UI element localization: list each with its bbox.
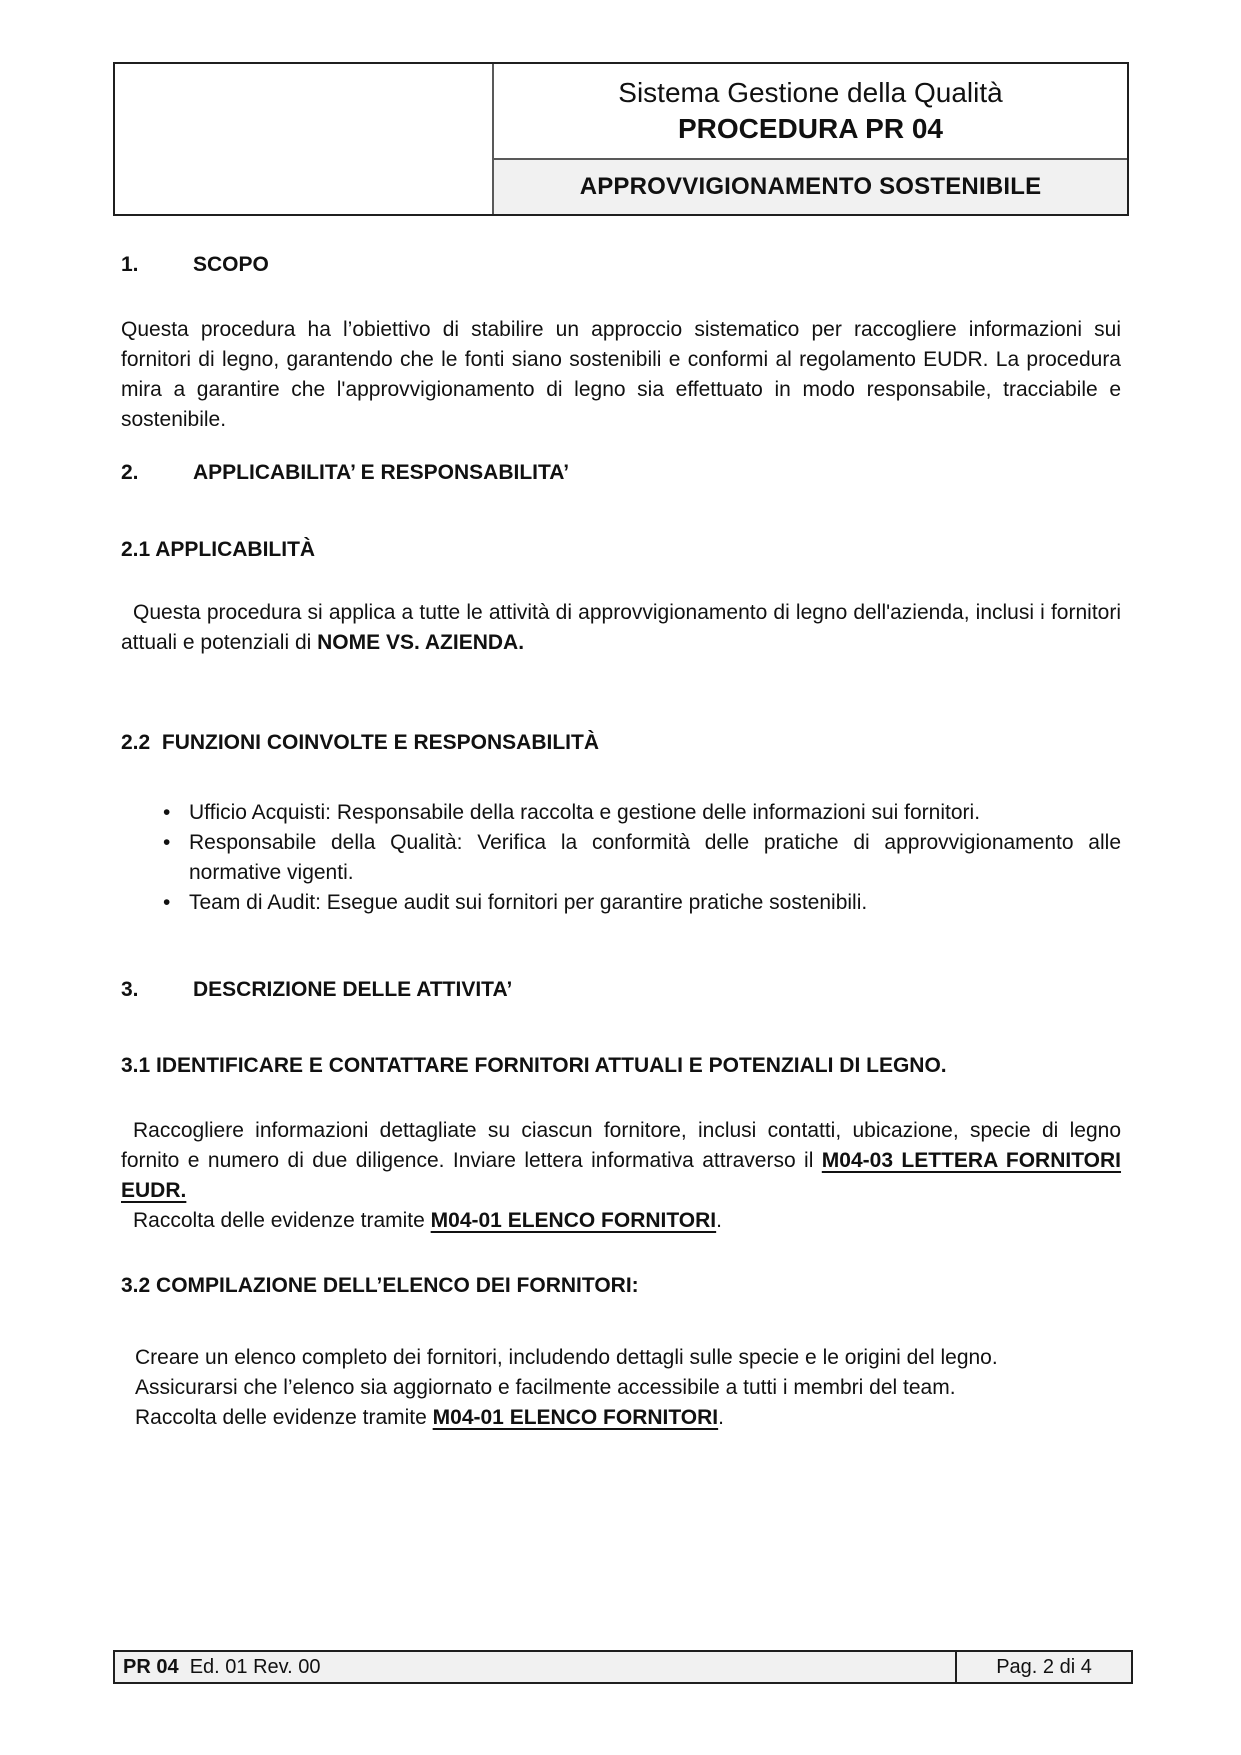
document-header <box>113 62 1129 216</box>
procedure-code: PR 04 <box>123 1656 179 1678</box>
list-item-text: Responsabile della Qualità: Verifica la conformità delle pratiche di approvvigionamento alle normative vigenti. <box>189 831 1121 884</box>
section-1-heading <box>121 250 1121 280</box>
evidence-text: Raccolta delle evidenze tramite <box>135 1406 433 1429</box>
document-footer <box>113 1650 1133 1684</box>
logo-cell <box>115 64 494 214</box>
company-name-placeholder: NOME VS. AZIENDA. <box>317 631 525 654</box>
section-3-1-evidence-line <box>121 1206 1121 1236</box>
list-item <box>121 828 1121 888</box>
bullet-icon: • <box>163 801 171 824</box>
bullet-icon: • <box>163 831 171 854</box>
period: . <box>716 1209 722 1232</box>
header-title-top <box>494 64 1127 158</box>
header-title-cell <box>494 64 1127 214</box>
section-3-2-paragraph <box>121 1343 1121 1433</box>
module-reference-m04-03: M04-03 LETTERA FORNITORI EUDR. <box>121 1149 1122 1202</box>
section-3-title: DESCRIZIONE DELLE ATTIVITA’ <box>193 978 513 1001</box>
section-2-heading <box>121 458 1121 488</box>
section-3-2-line-2: Assicurarsi che l’elenco sia aggiornato e facilmente accessibile a tutti i membri del team. <box>135 1376 956 1399</box>
module-reference-m04-01: M04-01 ELENCO FORNITORI <box>430 1209 717 1232</box>
list-item-text: Team di Audit: Esegue audit sui fornitori per garantire pratiche sostenibili. <box>189 891 868 914</box>
section-2-1-paragraph <box>121 598 1121 658</box>
section-1-number: 1. <box>121 253 139 276</box>
section-2-2-heading: 2.2 FUNZIONI COINVOLTE E RESPONSABILITÀ <box>121 731 599 754</box>
section-3-2-evidence-line <box>135 1403 1121 1433</box>
qms-title: Sistema Gestione della Qualità <box>618 77 1003 108</box>
footer-page-number-cell: Pag. 2 di 4 <box>957 1650 1133 1684</box>
section-2-title: APPLICABILITA’ E RESPONSABILITA’ <box>193 461 570 484</box>
module-reference-m04-01: M04-01 ELENCO FORNITORI <box>432 1406 719 1429</box>
list-item <box>121 798 1121 828</box>
procedure-name-banner: APPROVVIGIONAMENTO SOSTENIBILE <box>494 158 1127 214</box>
responsibilities-list <box>121 798 1121 918</box>
section-3-1-text: Raccogliere informazioni dettagliate su ciascun fornitore, inclusi contatti, ubicazione, specie di legno fornito e numero di due diligence. Inviare lettera informativa attraverso il <box>121 1119 1121 1172</box>
period: . <box>718 1406 724 1429</box>
evidence-text: Raccolta delle evidenze tramite <box>133 1209 431 1232</box>
section-2-number: 2. <box>121 461 139 484</box>
section-3-1-heading: 3.1 IDENTIFICARE E CONTATTARE FORNITORI ATTUALI E POTENZIALI DI LEGNO. <box>121 1054 947 1077</box>
section-2-1-heading: 2.1 APPLICABILITÀ <box>121 538 316 561</box>
section-2-1-text: Questa procedura si applica a tutte le attività di approvvigionamento di legno dell'azienda, inclusi i fornitori attuali e potenziali di <box>121 601 1121 654</box>
section-1-paragraph: Questa procedura ha l’obiettivo di stabilire un approccio sistematico per raccogliere informazioni sui fornitori di legno, garantendo che le fonti siano sostenibili e conformi al regolamento EUDR. La procedura mira a garantire che l'approvvigionamento di legno sia effettuato in modo responsabile, tracciabile e sostenibile. <box>121 318 1121 431</box>
section-3-2-heading: 3.2 COMPILAZIONE DELL’ELENCO DEI FORNITORI: <box>121 1274 639 1297</box>
section-3-1-paragraph <box>121 1116 1121 1206</box>
section-3-2-line-1: Creare un elenco completo dei fornitori, includendo dettagli sulle specie e le origini del legno. <box>135 1346 998 1369</box>
procedure-code-title: PROCEDURA PR 04 <box>677 113 943 144</box>
document-body <box>113 218 1129 1433</box>
section-3-heading <box>121 975 1121 1005</box>
bullet-icon: • <box>163 891 171 914</box>
list-item-text: Ufficio Acquisti: Responsabile della raccolta e gestione delle informazioni sui fornitori. <box>189 801 981 824</box>
edition-revision: Ed. 01 Rev. 00 <box>178 1656 321 1678</box>
footer-revision-cell <box>113 1650 957 1684</box>
section-1-title: SCOPO <box>193 253 269 276</box>
section-3-number: 3. <box>121 978 139 1001</box>
list-item <box>121 888 1121 918</box>
